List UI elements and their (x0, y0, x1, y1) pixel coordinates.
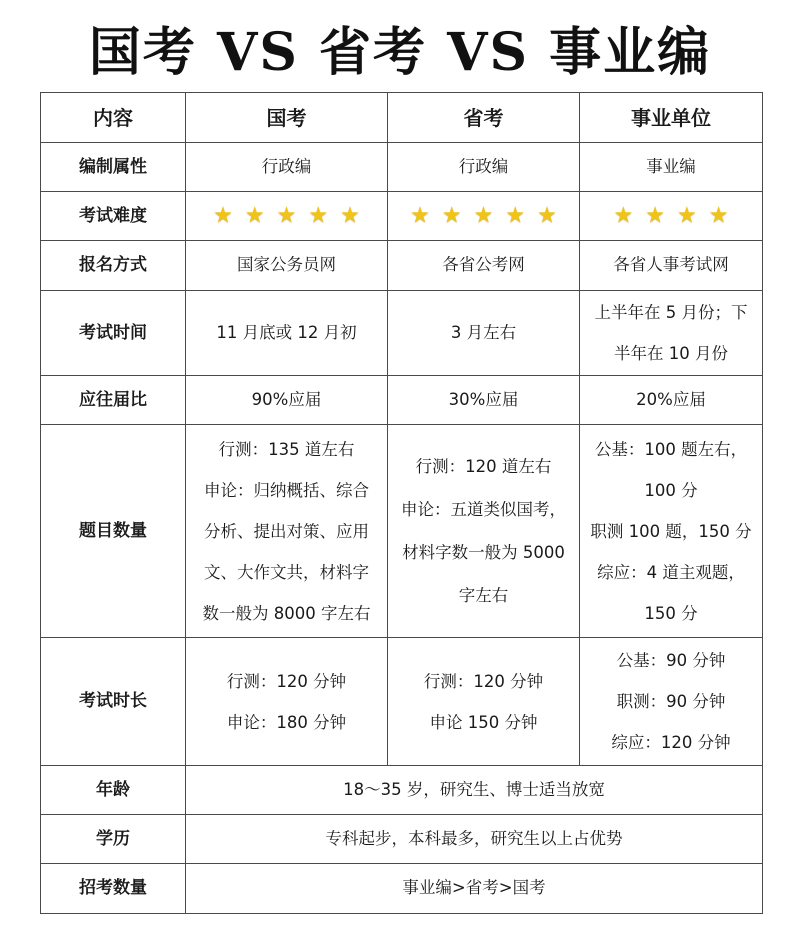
cell-shiye: 各省人事考试网 (580, 241, 763, 291)
star-icon: ★ (505, 203, 526, 228)
cell-guokao: 行政编 (186, 143, 388, 192)
row-label: 编制属性 (41, 143, 186, 192)
row-label: 题目数量 (41, 425, 186, 638)
star-icon: ★ (308, 203, 329, 228)
cell-shengkao: 3 月左右 (388, 291, 580, 376)
cell-line: 职测：90 分钟 (616, 692, 726, 711)
row-label: 学历 (41, 815, 186, 864)
cell-line: 数一般为 8000 字左右 (202, 603, 371, 623)
cell-guokao (186, 638, 388, 766)
cell-shiye: 事业编 (580, 143, 763, 192)
cell-line: 综应：4 道主观题， (597, 562, 745, 582)
cell-shiye (580, 192, 763, 241)
row-nianling (41, 766, 763, 815)
header-shengkao: 省考 (388, 93, 580, 143)
cell-guokao: 90%应届 (186, 376, 388, 425)
row-label: 年龄 (41, 766, 186, 815)
cell-shengkao: 各省公考网 (388, 241, 580, 291)
cell-merged: 18～35 岁，研究生、博士适当放宽 (186, 766, 763, 815)
cell-shengkao (388, 425, 580, 638)
cell-line: 行测：120 分钟 (226, 671, 347, 691)
cell-shiye: 20%应届 (580, 376, 763, 425)
star-icon: ★ (708, 203, 729, 228)
cell-line: 上半年在 5 月份；下 (594, 303, 748, 322)
cell-line: 半年在 10 月份 (614, 344, 728, 363)
row-shijian (41, 291, 763, 376)
row-timu (41, 425, 763, 638)
cell-line: 行测：135 道左右 (218, 439, 355, 459)
row-label: 招考数量 (41, 864, 186, 914)
cell-line: 申论：五道类似国考， (401, 500, 566, 519)
cell-shengkao: 30%应届 (388, 376, 580, 425)
star-icon: ★ (613, 203, 634, 228)
cell-merged: 事业编>省考>国考 (186, 864, 763, 914)
cell-guokao: 国家公务员网 (186, 241, 388, 291)
cell-line: 字左右 (458, 586, 509, 605)
star-rating (580, 205, 762, 227)
star-icon: ★ (677, 203, 697, 228)
cell-guokao: 11 月底或 12 月初 (186, 291, 388, 376)
comparison-table (40, 92, 763, 914)
cell-line: 行测：120 道左右 (415, 457, 552, 476)
row-yingjie (41, 376, 763, 425)
cell-merged: 专科起步，本科最多，研究生以上占优势 (186, 815, 763, 864)
cell-line: 文、大作文共，材料字 (204, 562, 369, 582)
header-content: 内容 (41, 93, 186, 143)
header-row (41, 93, 763, 143)
cell-line: 分析、提出对策、应用 (204, 521, 369, 541)
row-baoming (41, 241, 763, 291)
row-shichang (41, 638, 763, 766)
cell-shiye (580, 425, 763, 638)
cell-line: 申论：180 分钟 (226, 712, 347, 732)
cell-shiye (580, 638, 763, 766)
cell-line: 申论 150 分钟 (429, 712, 538, 732)
star-icon: ★ (441, 203, 462, 228)
row-nandu (41, 192, 763, 241)
cell-guokao (186, 192, 388, 241)
cell-line: 公基：90 分钟 (616, 651, 726, 670)
cell-line: 申论：归纳概括、综合 (204, 480, 369, 500)
star-icon: ★ (340, 203, 360, 228)
cell-line: 行测：120 分钟 (423, 671, 544, 691)
header-guokao: 国考 (186, 93, 388, 143)
cell-line: 综应：120 分钟 (611, 733, 731, 752)
cell-shengkao: 行政编 (388, 143, 580, 192)
row-xueli (41, 815, 763, 864)
cell-line: 职测 100 题，150 分 (590, 521, 752, 541)
page-title: 国考 VS 省考 VS 事业编 (88, 22, 712, 83)
cell-line: 150 分 (644, 603, 698, 623)
row-label: 考试难度 (41, 192, 186, 241)
cell-line: 公基：100 题左右， (594, 439, 748, 459)
star-icon: ★ (473, 203, 494, 228)
star-rating (388, 205, 579, 227)
cell-shengkao (388, 638, 580, 766)
star-icon: ★ (537, 203, 557, 228)
star-icon: ★ (213, 203, 233, 228)
cell-line: 100 分 (644, 480, 698, 500)
cell-line: 材料字数一般为 5000 (402, 543, 565, 562)
row-label: 考试时长 (41, 638, 186, 766)
star-icon: ★ (410, 203, 430, 228)
row-label: 考试时间 (41, 291, 186, 376)
row-label: 应往届比 (41, 376, 186, 425)
row-label: 报名方式 (41, 241, 186, 291)
row-shuliang (41, 864, 763, 914)
row-bianzhi (41, 143, 763, 192)
star-icon: ★ (276, 203, 297, 228)
header-shiye: 事业单位 (580, 93, 763, 143)
cell-guokao (186, 425, 388, 638)
star-rating (186, 205, 387, 227)
cell-shengkao (388, 192, 580, 241)
cell-shiye (580, 291, 763, 376)
star-icon: ★ (645, 203, 665, 228)
star-icon: ★ (244, 203, 265, 228)
